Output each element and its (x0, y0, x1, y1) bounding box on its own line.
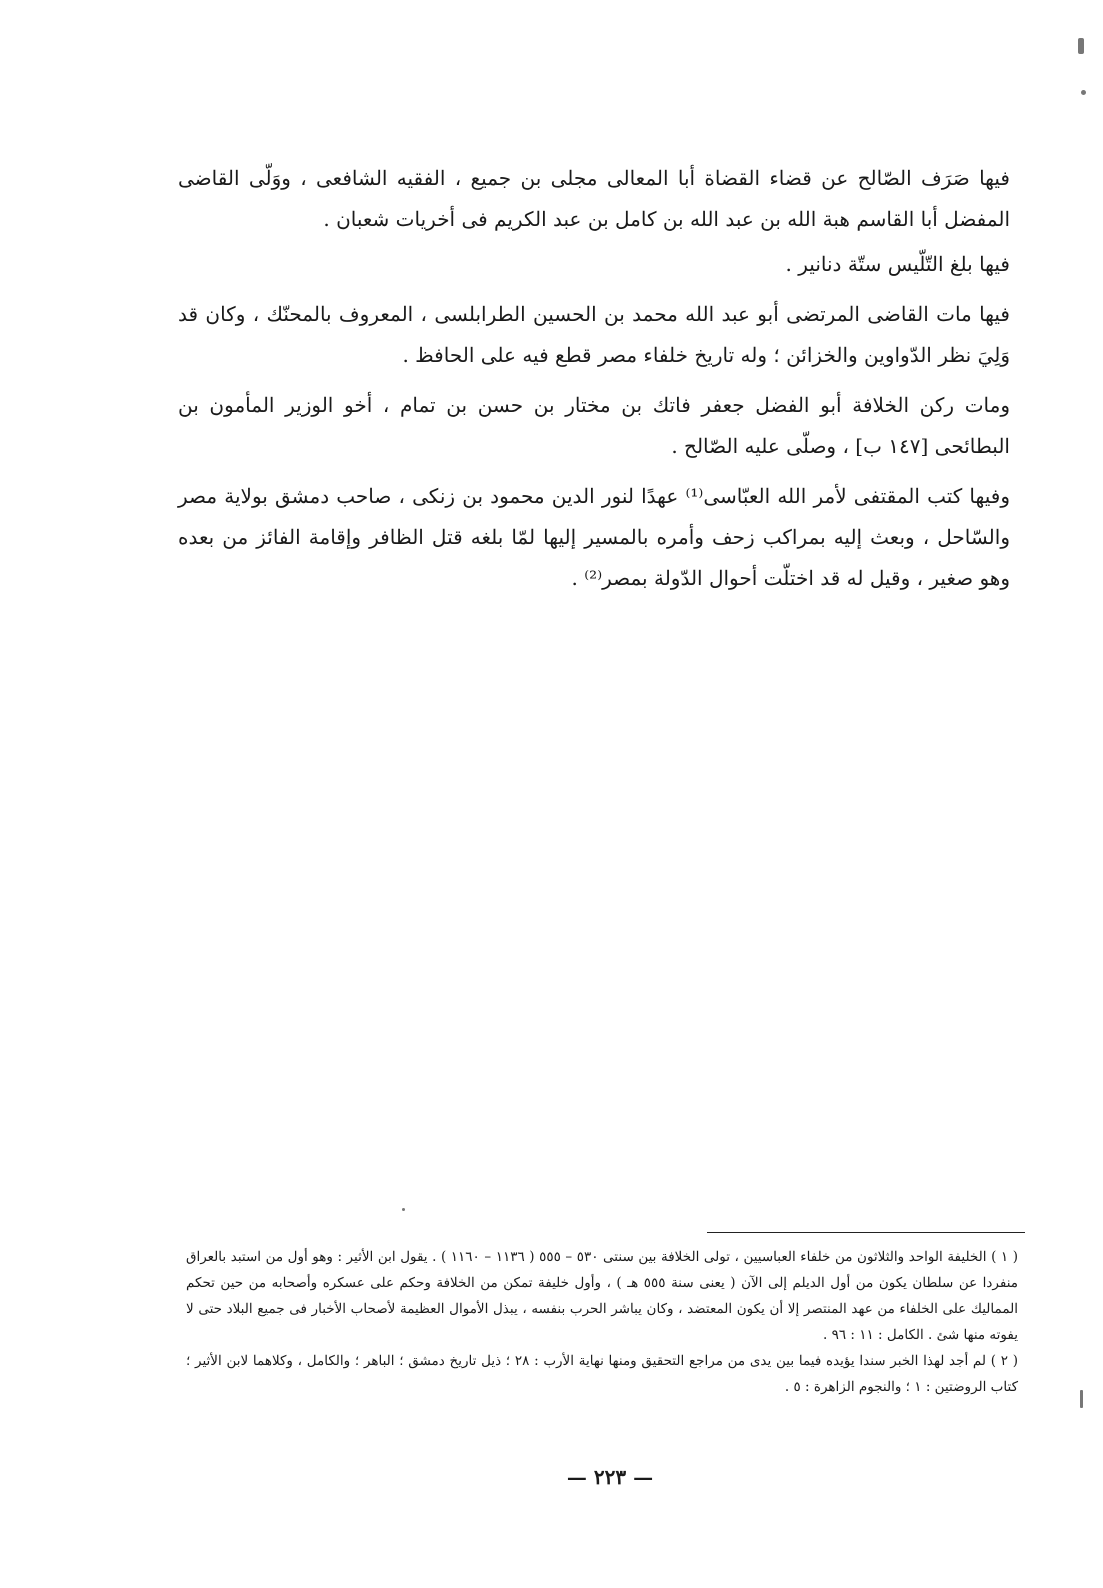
scan-speck (402, 1208, 405, 1211)
footnotes (186, 1244, 1018, 1400)
paragraph-tallis-price: فيها بلغ التّلّيس ستّة دنانير . (785, 252, 1010, 276)
paragraph-death-rukn-al-khilafa: ومات ركن الخلافة أبو الفضل جعفر فاتك بن مختار بن حسن بن تمام ، أخو الوزير المأمون بن البطائحى [١٤٧ ب] ، وصلّى عليه الصّالح . (178, 393, 1010, 458)
scan-speck (1081, 90, 1086, 95)
main-text (178, 158, 1010, 608)
paragraph-muqtafi-covenant: وفيها كتب المقتفى لأمر الله العبّاسى⁽¹⁾ عهدًا لنور الدين محمود بن زنكى ، صاحب دمشق بولاية مصر والسّاحل ، وبعث إليه بمراكب زحف وأمره بالمسير إليها لمّا بلغه قتل الظافر وإقامة الفائز من بعده وهو صغير ، وقيل له قد اختلّت أحوال الدّولة بمصر⁽²⁾ . (178, 484, 1010, 590)
scan-speck (1078, 38, 1084, 54)
footnote-divider (707, 1232, 1025, 1233)
paragraph-death-murtada: فيها مات القاضى المرتضى أبو عبد الله محمد بن الحسين الطرابلسى ، المعروف بالمحنّك ، وكان قد وَلِيَ نظر الدّواوين والخزائن ؛ وله تاريخ خلفاء مصر قطع فيه على الحافظ . (178, 302, 1010, 367)
paragraph-judge-appointment: فيها صَرَف الصّالح عن قضاء القضاة أبا المعالى مجلى بن جميع ، الفقيه الشافعى ، ووَلّى القاضى المفضل أبا القاسم هبة الله بن عبد الله بن كامل بن عبد الكريم فى أخريات شعبان . (178, 166, 1010, 231)
footnote-1: ( ١ ) الخليفة الواحد والثلاثون من خلفاء العباسيين ، تولى الخلافة بين سنتى ٥٣٠ – ٥٥٥ ( ١١٣٦ – ١١٦٠ ) . يقول ابن الأثير : وهو أول من استبد بالعراق منفردا عن سلطان يكون من أول الديلم إلى الآن ( يعنى سنة ٥٥٥ هـ ) ، وأول خليفة تمكن من الخلافة وحكم على عسكره وأصحابه من حين تحكم المماليك على الخلفاء من عهد المنتصر إلا أن يكون المعتضد ، وكان يباشر الحرب بنفسه ، يبذل الأموال العظيمة لأصحاب الأخبار فى جميع البلاد حتى لا يفوته منها شئ . الكامل : ١١ : ٩٦ . (186, 1249, 1019, 1343)
footnote-2: ( ٢ ) لم أجد لهذا الخبر سندا يؤيده فيما بين يدى من مراجع التحقيق ومنها نهاية الأرب : ٢٨ ؛ ذيل تاريخ دمشق ؛ الباهر ؛ والكامل ، وكلاهما لابن الأثير ؛ كتاب الروضتين : ١ ؛ والنجوم الزاهرة : ٥ . (186, 1353, 1018, 1395)
page-number: — ٢٢٣ — (566, 1465, 654, 1489)
scan-speck (1080, 1390, 1083, 1408)
